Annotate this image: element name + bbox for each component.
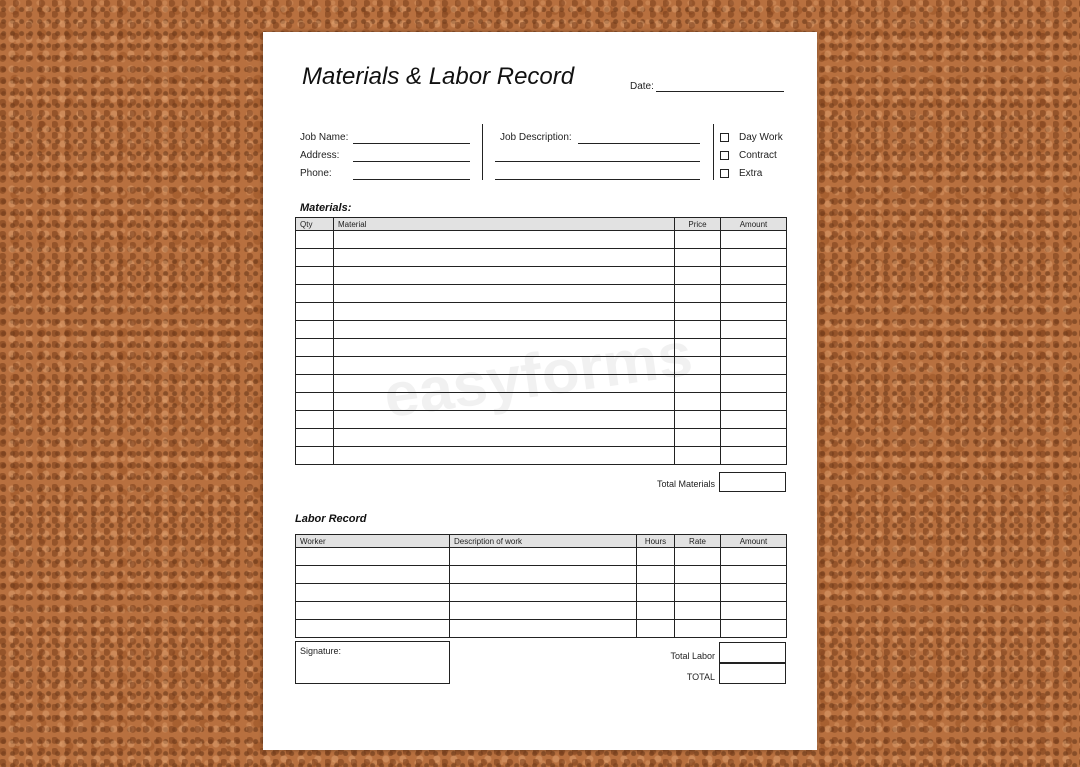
signature-label: Signature: (300, 646, 342, 656)
table-row (296, 285, 787, 303)
materials-cell[interactable] (721, 303, 787, 321)
materials-cell[interactable] (675, 411, 721, 429)
labor-cell[interactable] (721, 566, 787, 584)
table-row (296, 447, 787, 465)
materials-cell[interactable] (334, 303, 675, 321)
table-row (296, 548, 787, 566)
labor-cell[interactable] (296, 584, 450, 602)
materials-cell[interactable] (296, 393, 334, 411)
materials-cell[interactable] (334, 429, 675, 447)
date-field[interactable] (656, 91, 784, 92)
table-row (296, 602, 787, 620)
labor-cell[interactable] (296, 566, 450, 584)
labor-cell[interactable] (675, 584, 721, 602)
materials-cell[interactable] (675, 357, 721, 375)
table-row (296, 357, 787, 375)
labor-cell[interactable] (296, 548, 450, 566)
labor-cell[interactable] (296, 620, 450, 638)
table-row (296, 393, 787, 411)
divider (482, 124, 483, 180)
page-title: Materials & Labor Record (302, 63, 575, 90)
materials-cell[interactable] (334, 249, 675, 267)
materials-cell[interactable] (296, 375, 334, 393)
materials-cell[interactable] (721, 447, 787, 465)
materials-cell[interactable] (721, 231, 787, 249)
materials-cell[interactable] (296, 303, 334, 321)
day-work-label: Day Work (739, 132, 783, 143)
day-work-checkbox[interactable] (720, 133, 729, 142)
materials-cell[interactable] (334, 411, 675, 429)
labor-cell[interactable] (450, 584, 637, 602)
materials-cell[interactable] (334, 447, 675, 465)
column-header-material: Material (334, 218, 675, 231)
extra-checkbox[interactable] (720, 169, 729, 178)
date-label: Date: (630, 81, 654, 92)
address-field[interactable] (353, 161, 470, 162)
table-row (296, 267, 787, 285)
total-labor-label: Total Labor (670, 651, 715, 661)
column-header-price: Price (675, 218, 721, 231)
column-header-amount: Amount (721, 535, 787, 548)
materials-cell[interactable] (721, 249, 787, 267)
materials-cell[interactable] (334, 339, 675, 357)
materials-cell[interactable] (721, 411, 787, 429)
materials-cell[interactable] (334, 393, 675, 411)
labor-cell[interactable] (675, 620, 721, 638)
labor-cell[interactable] (637, 602, 675, 620)
table-row (296, 249, 787, 267)
materials-cell[interactable] (296, 231, 334, 249)
table-row (296, 231, 787, 249)
labor-cell[interactable] (450, 548, 637, 566)
materials-cell[interactable] (675, 249, 721, 267)
materials-cell[interactable] (334, 321, 675, 339)
materials-cell[interactable] (675, 321, 721, 339)
materials-cell[interactable] (721, 357, 787, 375)
materials-cell[interactable] (675, 267, 721, 285)
labor-cell[interactable] (721, 620, 787, 638)
phone-field[interactable] (353, 179, 470, 180)
table-row (296, 566, 787, 584)
materials-cell[interactable] (675, 303, 721, 321)
materials-cell[interactable] (296, 285, 334, 303)
labor-cell[interactable] (721, 602, 787, 620)
materials-cell[interactable] (721, 339, 787, 357)
materials-cell[interactable] (334, 357, 675, 375)
materials-cell[interactable] (675, 375, 721, 393)
materials-heading: Materials: (300, 202, 352, 214)
contract-label: Contract (739, 150, 777, 161)
total-materials-label: Total Materials (656, 479, 715, 489)
materials-table (295, 217, 787, 465)
materials-cell[interactable] (296, 447, 334, 465)
labor-cell[interactable] (637, 566, 675, 584)
table-row (296, 584, 787, 602)
materials-cell[interactable] (334, 267, 675, 285)
phone-label: Phone: (300, 168, 332, 179)
materials-cell[interactable] (675, 339, 721, 357)
extra-label: Extra (739, 168, 763, 179)
materials-cell[interactable] (334, 375, 675, 393)
table-row (296, 303, 787, 321)
total-materials-field[interactable] (719, 472, 786, 492)
materials-cell[interactable] (296, 321, 334, 339)
column-header-amount: Amount (721, 218, 787, 231)
labor-table (295, 534, 787, 638)
job-description-field-1[interactable] (578, 143, 700, 144)
labor-cell[interactable] (675, 566, 721, 584)
watermark: easyforms (379, 319, 697, 432)
materials-cell[interactable] (296, 339, 334, 357)
materials-cell[interactable] (675, 285, 721, 303)
materials-cell[interactable] (296, 411, 334, 429)
column-header-hours: Hours (637, 535, 675, 548)
materials-cell[interactable] (334, 231, 675, 249)
labor-cell[interactable] (637, 584, 675, 602)
labor-cell[interactable] (450, 566, 637, 584)
table-row (296, 620, 787, 638)
materials-cell[interactable] (721, 285, 787, 303)
table-row (296, 411, 787, 429)
table-row (296, 375, 787, 393)
column-header-rate: Rate (675, 535, 721, 548)
column-header-qty: Qty (296, 218, 334, 231)
materials-cell[interactable] (721, 429, 787, 447)
labor-cell[interactable] (675, 548, 721, 566)
labor-cell[interactable] (450, 602, 637, 620)
labor-cell[interactable] (296, 602, 450, 620)
job-description-field-3[interactable] (495, 179, 700, 180)
table-row (296, 321, 787, 339)
address-label: Address: (300, 150, 340, 161)
materials-cell[interactable] (296, 249, 334, 267)
table-row (296, 339, 787, 357)
materials-cell[interactable] (296, 357, 334, 375)
materials-cell[interactable] (296, 429, 334, 447)
materials-cell[interactable] (721, 375, 787, 393)
materials-cell[interactable] (675, 231, 721, 249)
materials-cell[interactable] (675, 429, 721, 447)
materials-cell[interactable] (721, 393, 787, 411)
labor-cell[interactable] (721, 548, 787, 566)
materials-cell[interactable] (675, 447, 721, 465)
table-row (296, 429, 787, 447)
labor-cell[interactable] (637, 620, 675, 638)
total-labor-field[interactable] (719, 642, 786, 664)
job-description-field-2[interactable] (495, 161, 700, 162)
materials-cell[interactable] (721, 267, 787, 285)
materials-cell[interactable] (675, 393, 721, 411)
labor-cell[interactable] (637, 548, 675, 566)
total-field[interactable] (719, 662, 786, 684)
column-header-description: Description of work (450, 535, 637, 548)
form-page (263, 32, 817, 750)
signature-box[interactable] (295, 641, 450, 684)
labor-cell[interactable] (721, 584, 787, 602)
labor-cell[interactable] (675, 602, 721, 620)
materials-cell[interactable] (296, 267, 334, 285)
labor-cell[interactable] (450, 620, 637, 638)
job-name-label: Job Name: (300, 132, 349, 143)
column-header-worker: Worker (296, 535, 450, 548)
total-label: TOTAL (686, 672, 715, 682)
job-description-label: Job Description: (500, 132, 572, 143)
labor-heading: Labor Record (295, 513, 367, 525)
materials-cell[interactable] (334, 285, 675, 303)
contract-checkbox[interactable] (720, 151, 729, 160)
job-name-field[interactable] (353, 143, 470, 144)
materials-cell[interactable] (721, 321, 787, 339)
divider (713, 124, 714, 180)
